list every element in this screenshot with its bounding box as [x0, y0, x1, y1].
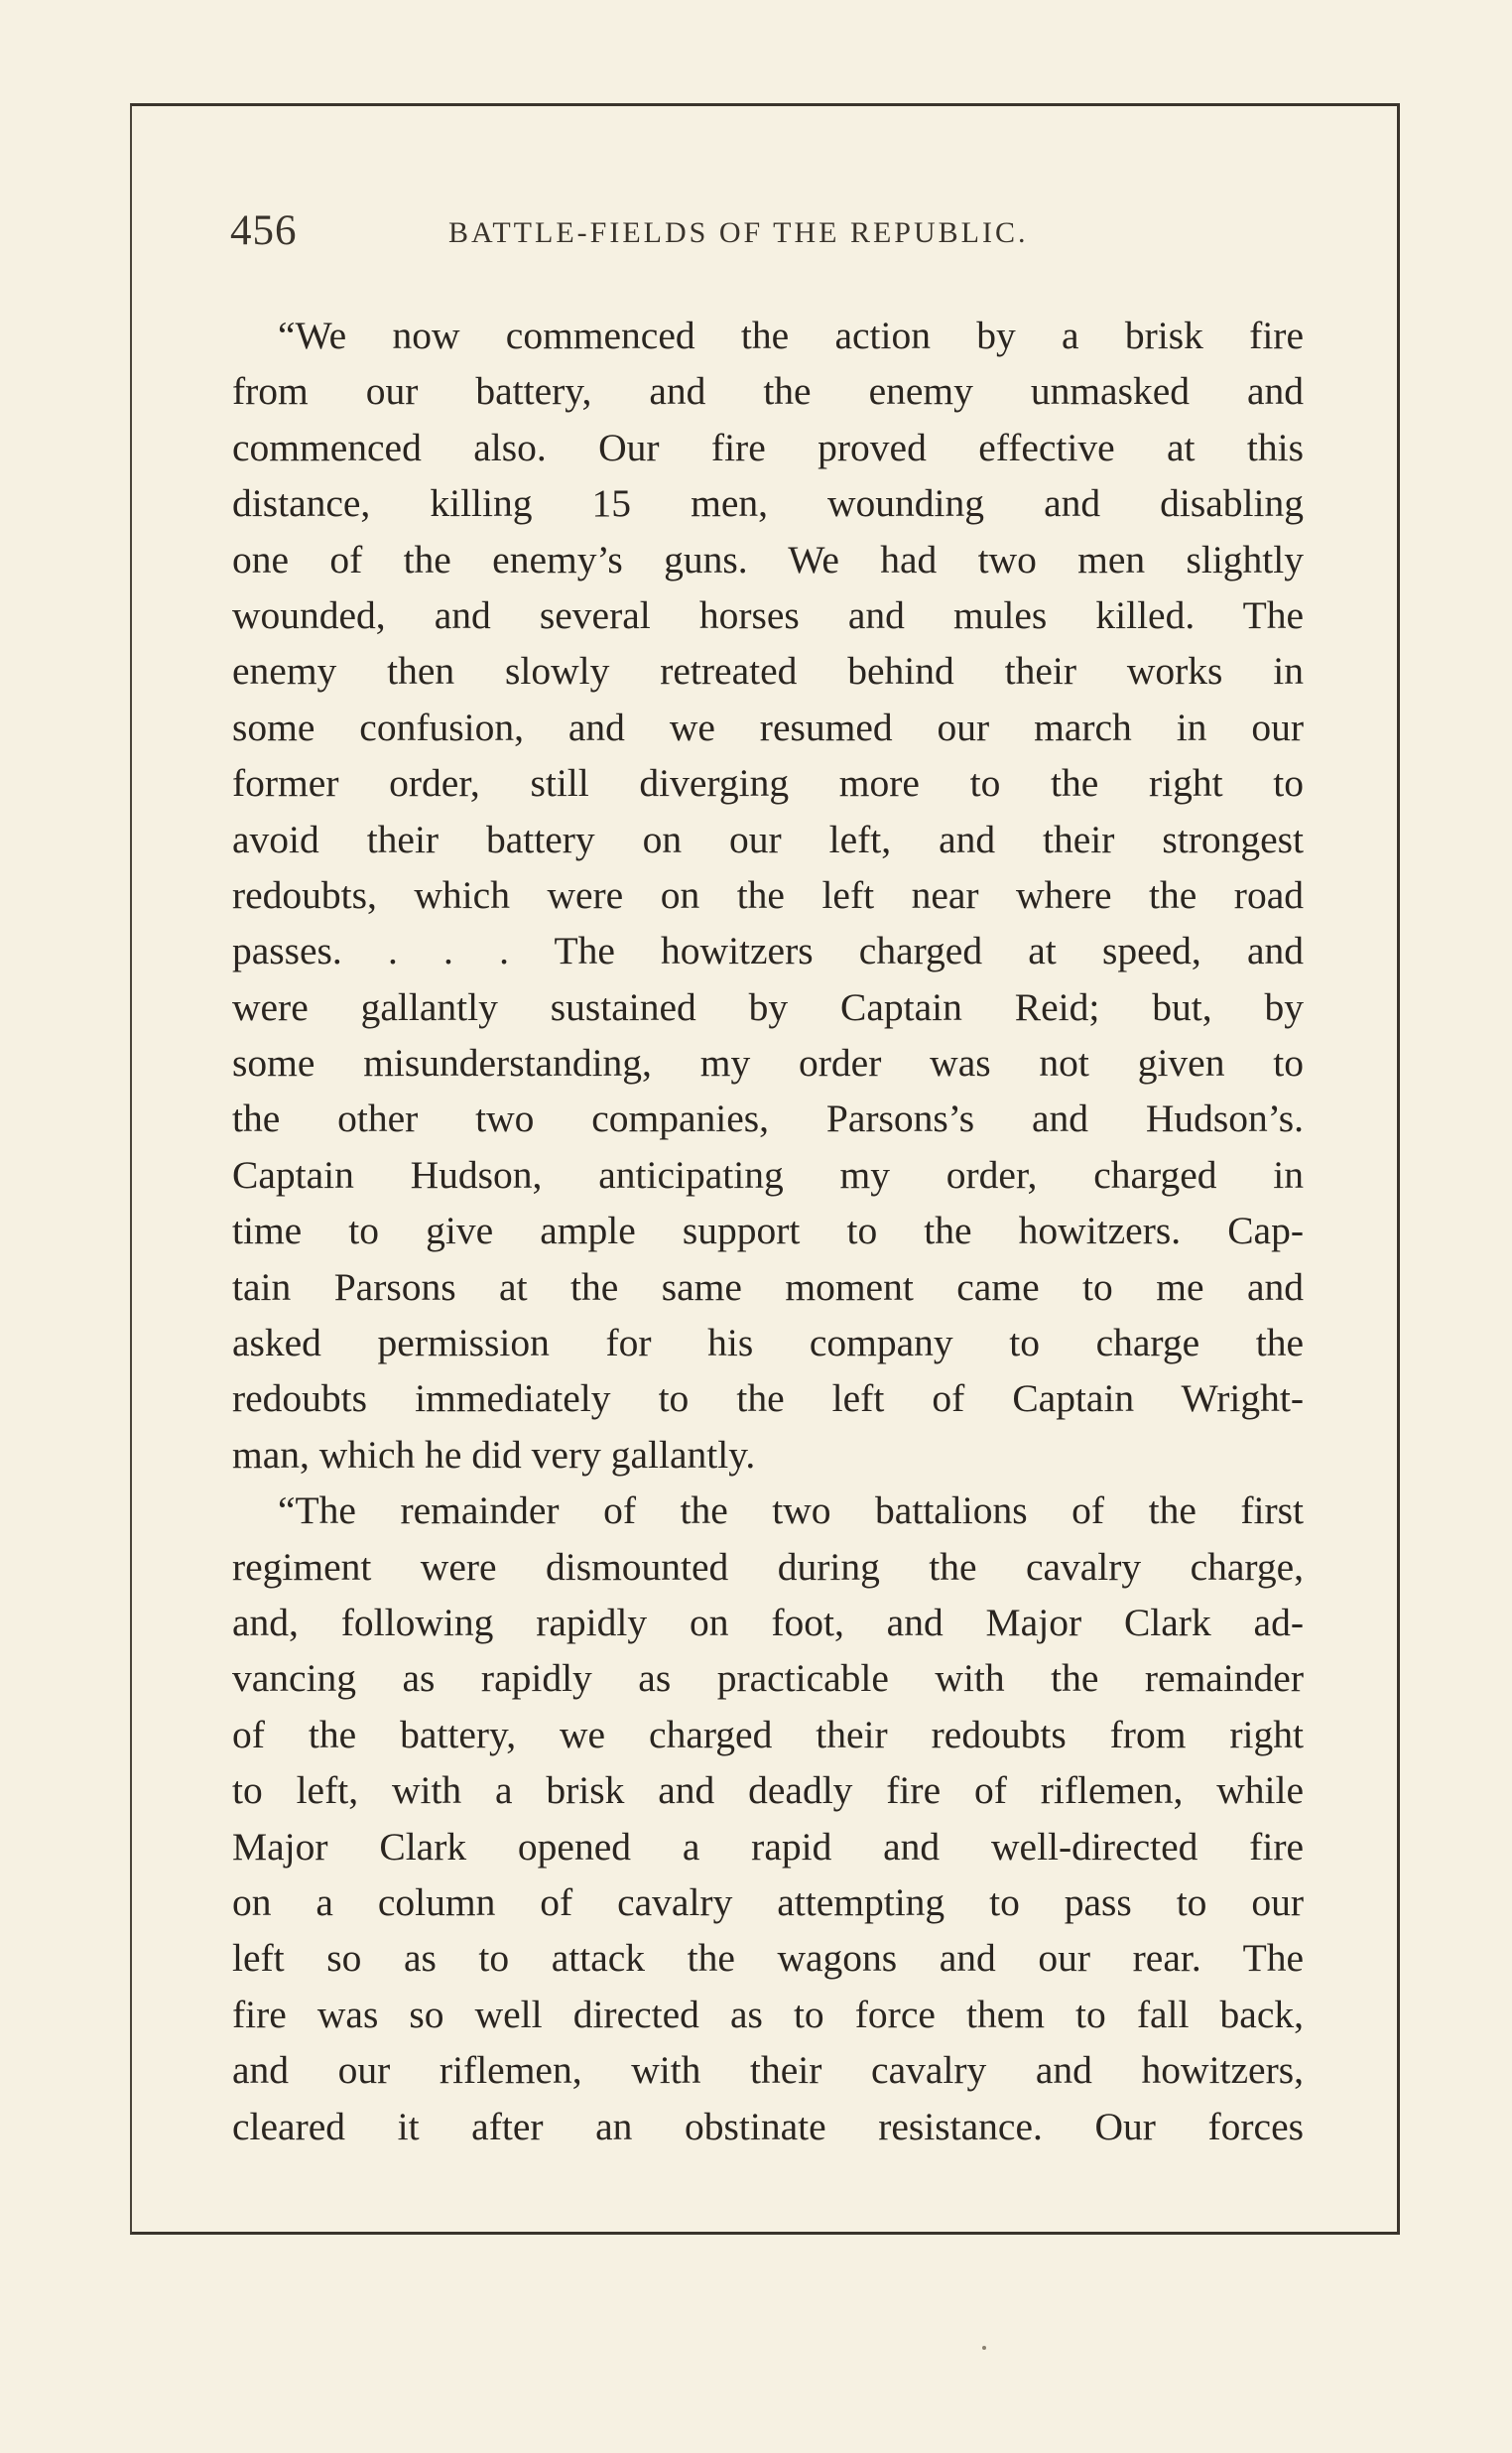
- text-line: enemy then slowly retreated behind their works in: [232, 649, 1304, 694]
- text-line: left so as to attack the wagons and our rear. The: [232, 1936, 1304, 1981]
- text-line: and, following rapidly on foot, and Major Clark ad-: [232, 1600, 1304, 1644]
- text-line: vancing as rapidly as practicable with the remainder: [232, 1656, 1304, 1701]
- text-line: tain Parsons at the same moment came to me and: [232, 1264, 1304, 1309]
- running-title: BATTLE-FIELDS OF THE REPUBLIC.: [448, 216, 1029, 249]
- text-line: time to give ample support to the howitzers. Cap-: [232, 1209, 1304, 1253]
- text-line: man, which he did very gallantly.: [232, 1432, 756, 1477]
- text-line: Captain Hudson, anticipating my order, charged in: [232, 1152, 1304, 1197]
- text-line: of the battery, we charged their redoubts from right: [232, 1712, 1304, 1756]
- text-line: “The remainder of the two battalions of the first: [278, 1488, 1304, 1533]
- text-line: and our riflemen, with their cavalry and howitzers,: [232, 2048, 1304, 2093]
- text-line: Major Clark opened a rapid and well-directed fire: [232, 1824, 1304, 1869]
- text-line: commenced also. Our fire proved effective at this: [232, 425, 1304, 469]
- running-head: [230, 206, 1143, 266]
- text-line: redoubts, which were on the left near where the road: [232, 872, 1304, 917]
- text-line: one of the enemy’s guns. We had two men slightly: [232, 537, 1304, 581]
- text-line: distance, killing 15 men, wounding and disabling: [232, 481, 1304, 526]
- text-line: redoubts immediately to the left of Captain Wright-: [232, 1376, 1304, 1421]
- text-line: wounded, and several horses and mules killed. The: [232, 592, 1304, 637]
- text-line: some confusion, and we resumed our march in our: [232, 705, 1304, 749]
- text-line: “We now commenced the action by a brisk fire: [278, 314, 1304, 357]
- paragraph-1: [232, 308, 1304, 1483]
- text-line: from our battery, and the enemy unmasked and: [232, 369, 1304, 414]
- stray-mark: [982, 2346, 986, 2350]
- text-line: to left, with a brisk and deadly fire of riflemen, while: [232, 1768, 1304, 1813]
- text-line: former order, still diverging more to the right to: [232, 761, 1304, 806]
- text-line: passes. . . . The howitzers charged at speed, and: [232, 929, 1304, 973]
- text-line: were gallantly sustained by Captain Reid; but, by: [232, 984, 1304, 1029]
- body-text: [232, 308, 1304, 2154]
- text-line: on a column of cavalry attempting to pass to our: [232, 1879, 1304, 1924]
- text-line: the other two companies, Parsons’s and Hudson’s.: [232, 1097, 1304, 1141]
- text-line: avoid their battery on our left, and their strongest: [232, 817, 1304, 861]
- text-line: asked permission for his company to charge the: [232, 1321, 1304, 1365]
- text-line: some misunderstanding, my order was not given to: [232, 1041, 1304, 1086]
- page-number: 456: [230, 207, 298, 254]
- text-line: cleared it after an obstinate resistance. Our forces: [232, 2104, 1304, 2148]
- text-line: fire was so well directed as to force them to fall back,: [232, 1992, 1304, 2036]
- text-line: regiment were dismounted during the cavalry charge,: [232, 1544, 1304, 1589]
- paragraph-2: [232, 1483, 1304, 2154]
